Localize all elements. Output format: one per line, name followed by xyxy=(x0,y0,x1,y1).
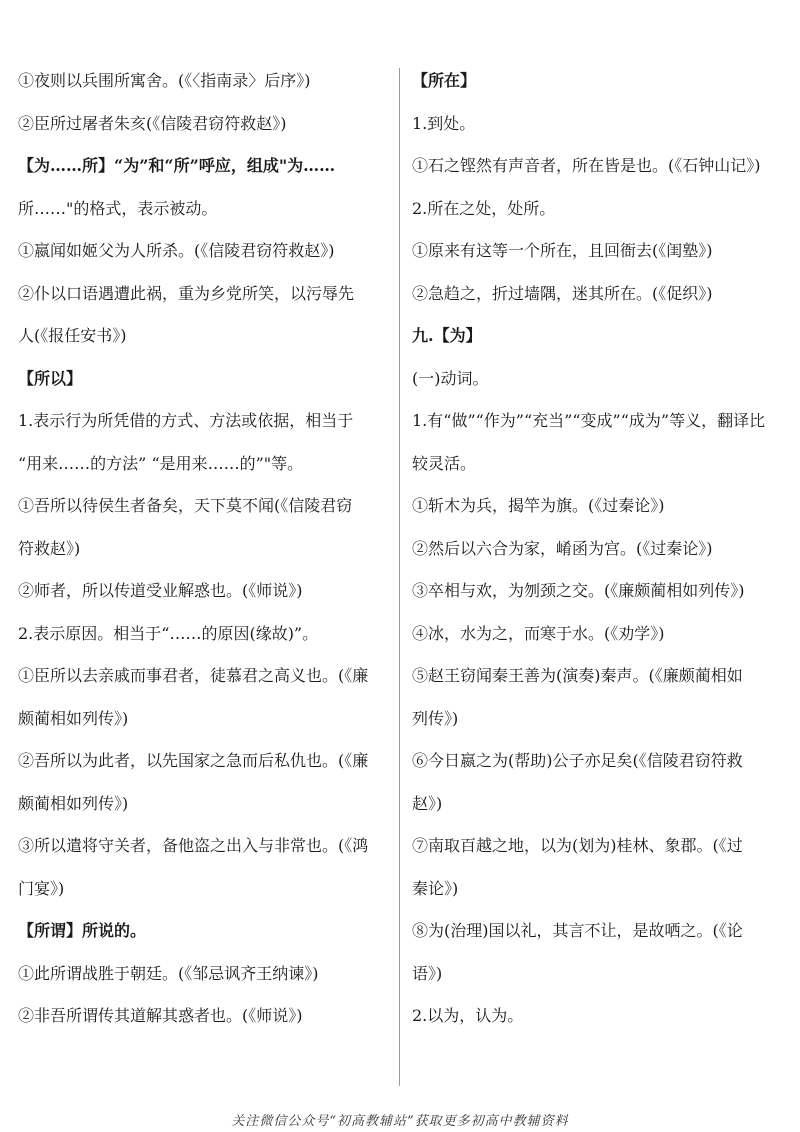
right-column-line: 2.以为，认为。 xyxy=(412,1006,524,1025)
right-column-line: ⑦南取百越之地，以为(划为)桂林、象郡。(《过 xyxy=(412,836,743,855)
right-column-line: 1.到处。 xyxy=(412,113,476,133)
left-column-line: “用来……的方法” “是用来……的”"等。 xyxy=(18,453,304,473)
left-column-line: 颇蔺相如列传》) xyxy=(18,793,129,813)
left-column-line: ①嬴闻如姬父为人所杀。(《信陵君窃符救赵》) xyxy=(18,241,335,260)
left-column-line: ②臣所过屠者朱亥(《信陵君窃符救赵》) xyxy=(18,113,287,133)
left-column-line: 人(《报任安书》) xyxy=(18,326,127,345)
column-divider xyxy=(399,68,400,1086)
left-column-line: 所……"的格式，表示被动。 xyxy=(18,198,218,218)
left-column-line: ②吾所以为此者，以先国家之急而后私仇也。(《廉 xyxy=(18,751,369,770)
left-column-line: ②非吾所谓传其道解其惑者也。(《师说》) xyxy=(18,1006,303,1025)
footer-note: 关注微信公众号“初高教辅站”获取更多初高中教辅资料 xyxy=(231,1114,569,1129)
left-column-line: 【所谓】所说的。 xyxy=(18,921,147,940)
right-column-line: 列传》) xyxy=(412,708,459,728)
right-column-line: ④冰，水为之，而寒于水。(《劝学》) xyxy=(412,623,665,643)
right-column-line: ⑧为(治理)国以礼，其言不让，是故哂之。(《论 xyxy=(412,921,743,940)
left-column-line: ①此所谓战胜于朝廷。(《邹忌讽齐王纳谏》) xyxy=(18,963,319,983)
left-column-line: 门宴》) xyxy=(18,878,65,898)
right-column-line: ①石之铿然有声音者，所在皆是也。(《石钟山记》) xyxy=(412,156,761,175)
right-column-line: ⑥今日嬴之为(帮助)公子亦足矣(《信陵君窃符救 xyxy=(412,751,743,770)
left-column-line: 1.表示行为所凭借的方式、方法或依据，相当于 xyxy=(18,411,354,430)
right-column-line: ③卒相与欢，为刎颈之交。(《廉颇蔺相如列传》) xyxy=(412,581,745,600)
right-column-line: 1.有“做”“作为”“充当”“变成”“成为”等义，翻译比 xyxy=(412,411,766,430)
right-column-line: ②然后以六合为家，崤函为宫。(《过秦论》) xyxy=(412,538,713,558)
left-column-line: 【为……所】“为”和“所”呼应，组成"为…… xyxy=(18,156,336,175)
right-column-line: ①原来有这等一个所在，且回衙去(《闺塾》) xyxy=(412,241,713,260)
right-column-line: ①斩木为兵，揭竿为旗。(《过秦论》) xyxy=(412,496,665,515)
left-column-line: ③所以遣将守关者，备他盗之出入与非常也。(《鸿 xyxy=(18,836,369,855)
left-column-line: 符救赵》) xyxy=(18,538,81,558)
left-column-line: 2.表示原因。相当于“……的原因(缘故)”。 xyxy=(18,623,319,643)
left-column-line: ①臣所以去亲戚而事君者，徒慕君之高义也。(《廉 xyxy=(18,666,369,685)
right-column-line: 【所在】 xyxy=(412,71,477,90)
right-column-line: ⑤赵王窃闻秦王善为(演奏)秦声。(《廉颇蔺相如 xyxy=(412,666,743,685)
right-column-line: 九.【为】 xyxy=(412,326,482,345)
left-column-line: ①夜则以兵围所寓舍。(《〈指南录〉后序》) xyxy=(18,71,311,90)
right-column-line: 语》) xyxy=(412,963,443,983)
left-column-line: ①吾所以待侯生者备矣，天下莫不闻(《信陵君窃 xyxy=(18,496,353,515)
right-column-line: 2.所在之处，处所。 xyxy=(412,198,556,218)
right-column-line: 秦论》) xyxy=(412,878,459,898)
right-column-line: 较灵活。 xyxy=(412,453,477,473)
right-column-line: (一)动词。 xyxy=(412,368,489,388)
right-column-line: 赵》) xyxy=(412,793,443,813)
left-column-line: ②仆以口语遇遭此祸，重为乡党所笑，以污辱先 xyxy=(18,283,355,303)
left-column-line: ②师者，所以传道受业解惑也。(《师说》) xyxy=(18,581,303,600)
left-column-line: 颇蔺相如列传》) xyxy=(18,708,129,728)
right-column-line: ②急趋之，折过墙隅，迷其所在。(《促织》) xyxy=(412,283,713,303)
left-column-line: 【所以】 xyxy=(18,368,83,388)
